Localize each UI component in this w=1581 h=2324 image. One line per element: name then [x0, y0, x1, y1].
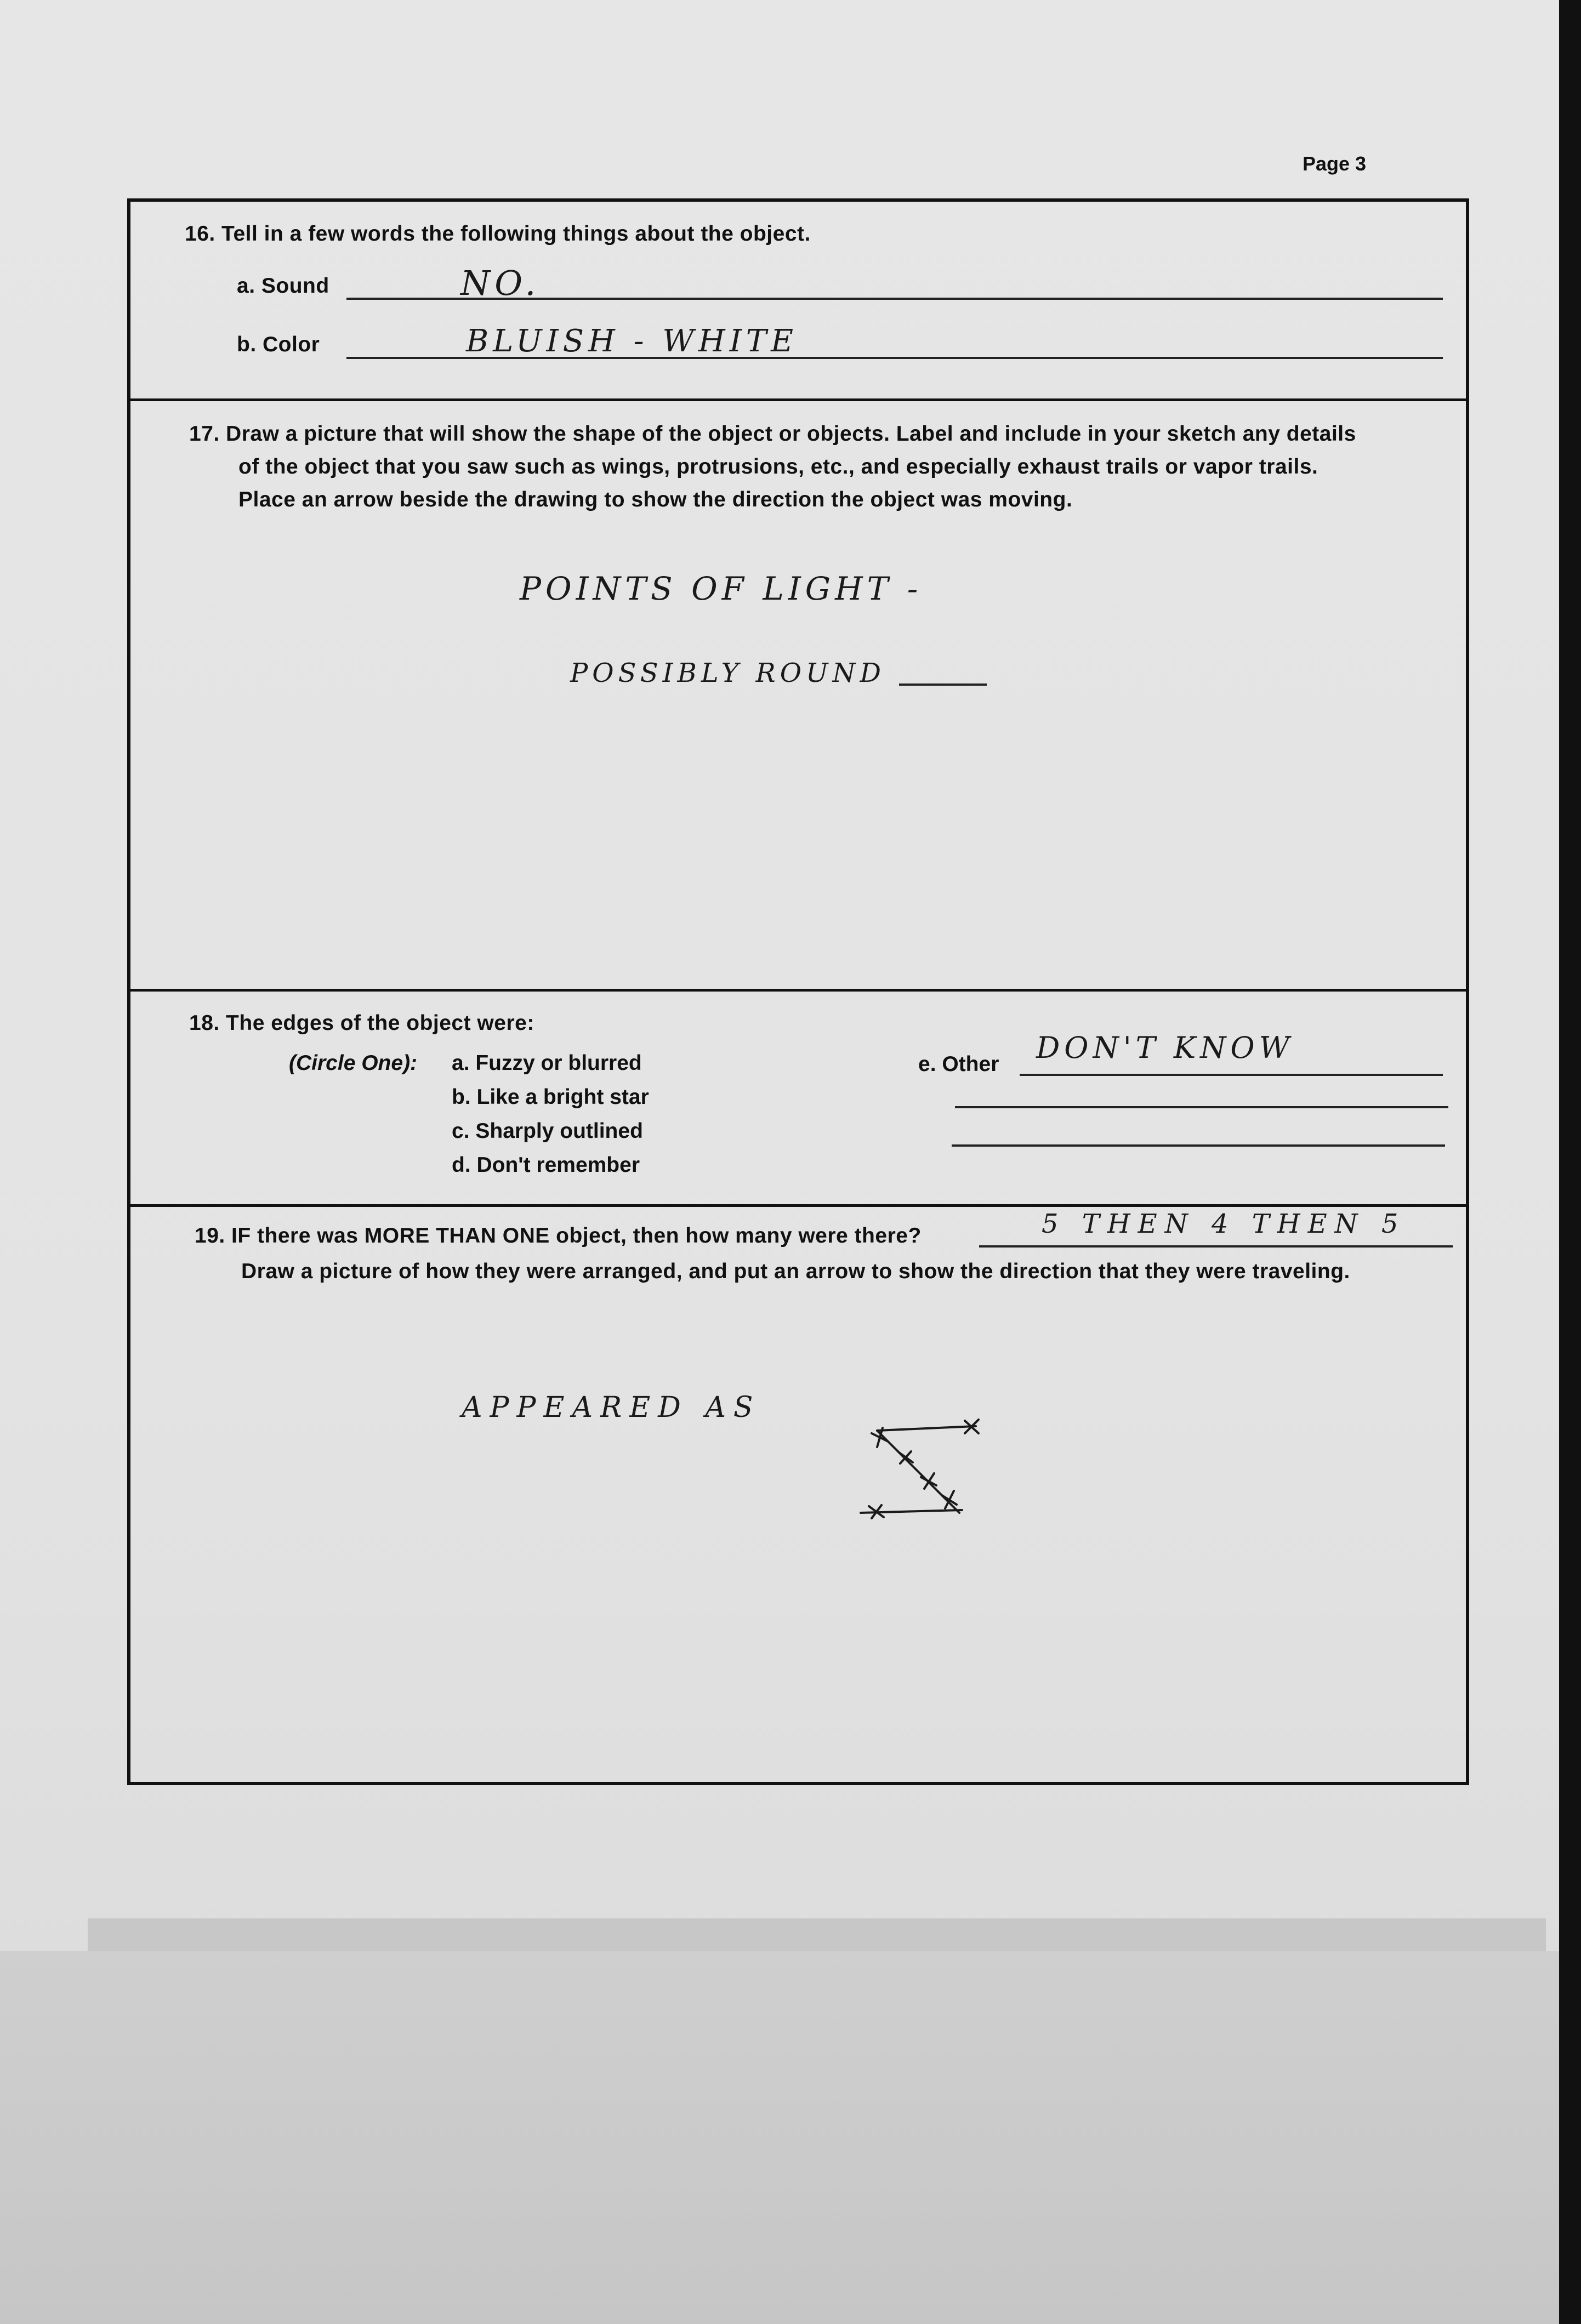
count-answer: 5 THEN 4 THEN 5	[1042, 1209, 1406, 1239]
q16-sound-label: a. Sound	[237, 274, 329, 298]
other-answer-line	[1020, 1074, 1443, 1076]
scan-edge	[1559, 0, 1581, 2324]
q18-prompt: 18. The edges of the object were:	[189, 1011, 534, 1035]
scan-background	[0, 1951, 1581, 2324]
q17-line2: of the object that you saw such as wings, protrusions, etc., and especially exhaust trails or vapor trails.	[238, 455, 1318, 479]
edge-option-c: c. Sharply outlined	[452, 1119, 643, 1143]
card-shadow	[88, 1918, 1546, 1951]
shape-note-1: POINTS OF LIGHT -	[520, 570, 923, 607]
sketch-line	[877, 1431, 959, 1513]
arrangement-note: APPEARED AS	[462, 1391, 761, 1424]
section-divider	[127, 398, 1469, 401]
q16-prompt: 16. Tell in a few words the following things about the object.	[185, 222, 811, 246]
section-divider	[127, 1204, 1469, 1207]
edge-option-e-label: e. Other	[918, 1052, 999, 1076]
q19-line1: 19. IF there was MORE THAN ONE object, then how many were there?	[195, 1224, 922, 1248]
arrangement-sketch	[844, 1403, 987, 1529]
q17-line1: 17. Draw a picture that will show the shape of the object or objects. Label and include in your sketch any details	[189, 422, 1356, 446]
other-answer: DON'T KNOW	[1036, 1030, 1294, 1065]
q17-line3: Place an arrow beside the drawing to show the direction the object was moving.	[238, 488, 1073, 511]
handwritten-dash	[899, 683, 987, 686]
sketch-point	[942, 1491, 957, 1508]
q19-line2: Draw a picture of how they were arranged, and put an arrow to show the direction that they were traveling.	[241, 1260, 1350, 1283]
sound-answer: NO.	[460, 263, 541, 303]
edge-option-b: b. Like a bright star	[452, 1085, 649, 1109]
count-answer-line	[979, 1245, 1453, 1248]
edge-option-a: a. Fuzzy or blurred	[452, 1051, 642, 1075]
other-extra-line	[952, 1144, 1445, 1147]
q16-color-label: b. Color	[237, 333, 320, 356]
section-divider	[127, 989, 1469, 992]
page-number: Page 3	[1303, 152, 1367, 175]
sketch-line	[877, 1426, 976, 1431]
shape-note-2: POSSIBLY ROUND	[570, 658, 885, 688]
other-extra-line	[955, 1106, 1448, 1108]
edge-option-d: d. Don't remember	[452, 1153, 640, 1177]
sketch-point	[899, 1451, 913, 1463]
color-answer: BLUISH - WHITE	[466, 323, 798, 359]
circle-one-label: (Circle One):	[289, 1051, 418, 1075]
